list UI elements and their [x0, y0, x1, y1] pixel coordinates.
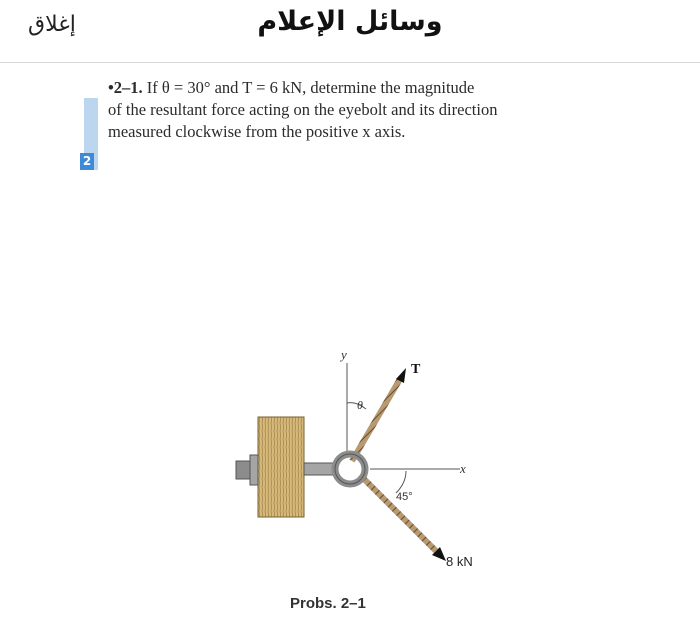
page-title: وسائل الإعلام: [257, 6, 443, 37]
rope-t: [352, 379, 400, 461]
close-button[interactable]: إغلاق: [28, 12, 76, 37]
bolt-washer: [250, 455, 258, 485]
angle-45-label: 45°: [396, 491, 413, 503]
bolt-shank: [304, 463, 334, 475]
bolt-nut: [236, 461, 250, 479]
figure-caption: Probs. 2–1: [290, 595, 366, 612]
wood-block: [258, 417, 304, 517]
problem-line-1-text: If θ = 30° and T = 6 kN, determine the magnitude: [146, 78, 475, 97]
media-viewer: [0, 63, 700, 636]
y-axis-label: y: [341, 347, 347, 362]
force-8kn-label: 8 kN: [446, 554, 473, 569]
angle-theta-label: θ: [357, 398, 363, 412]
angle-45-arc: [396, 471, 406, 493]
side-tab-badge: 2: [80, 153, 94, 170]
problem-line-3: measured clockwise from the positive x axis.: [108, 122, 406, 141]
x-axis-label: x: [460, 461, 466, 476]
problem-line-2: of the resultant force acting on the eyebolt and its direction: [108, 100, 498, 119]
rope-8kn: [360, 475, 436, 551]
force-t-label: T: [411, 362, 421, 377]
eyebolt-figure: [0, 63, 700, 636]
app-header: [0, 0, 700, 63]
problem-number: •2–1.: [108, 78, 143, 97]
